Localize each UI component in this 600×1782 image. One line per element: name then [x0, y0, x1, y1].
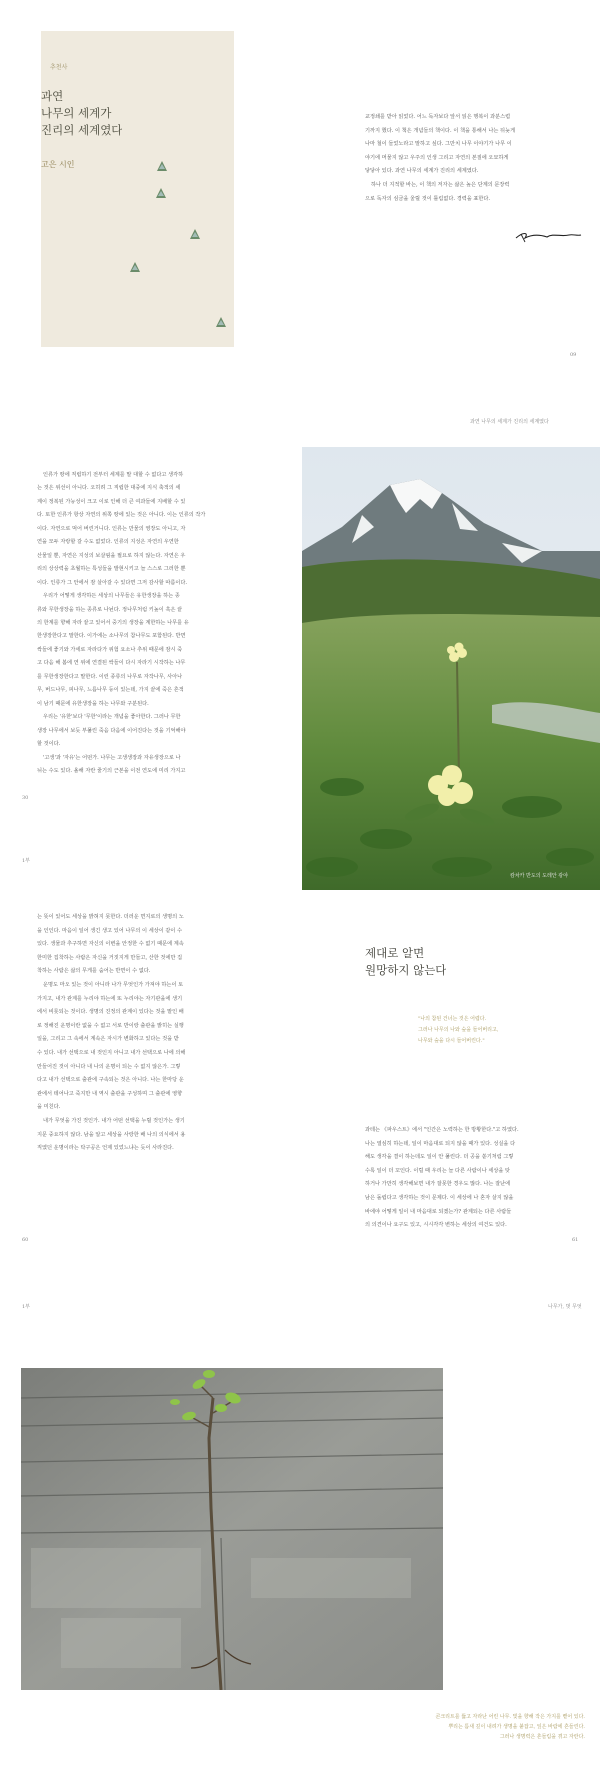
body-line: 뉘는 수도 있다. 올해 자란 줄기의 근본을 이전 연도에 미리 가지고 — [37, 767, 186, 774]
body-line: 지문 중요하지 않다. 남을 알고 세상을 사랑한 배 나의 의식에서 용 — [37, 1131, 186, 1138]
foreword-body — [365, 111, 565, 206]
section-title-line: 원망하지 않는다 — [365, 963, 447, 977]
quote-line: 나무와 숲을 다시 들어버린다." — [418, 1038, 485, 1044]
body-line: 에서 비롯되는 것이다. 생명의 진정의 관계이 있다는 것을 맡인 배 — [37, 1009, 184, 1016]
footer-runner: 과연 나무의 세계가 진리의 세계였다 — [470, 419, 549, 425]
body-line: 하나 더 지적할 바는, 이 책의 저자는 삶은 높은 단계의 문장력 — [371, 181, 510, 188]
page-number-left: 60 — [22, 1237, 29, 1243]
title-line: 진리의 세계였다 — [41, 123, 123, 137]
body-line: 수 있다. 내가 선택으로 내 것인지 아니고 내가 선택으로 나에 의해 — [37, 1049, 186, 1056]
body-line: 생장 나무에서 보듯 부풀린 죽음 다음에 이어진다는 것을 기억해야 — [37, 727, 186, 734]
foreword-author: 고은 시인 — [41, 160, 75, 169]
body-line: 를 무한생장한다고 말한다. 이런 종류의 나무로 자작나무, 사아나 — [37, 673, 183, 680]
body-line: 야기에 머물지 않고 우주의 인생 그리고 자연의 본질에 오묘하게 — [365, 154, 509, 161]
body-line: 닿닿아 있다. 과연 나무의 세계가 진리의 세계였다. — [365, 168, 479, 175]
body-line: 가지고, 내가 관계를 누리야 하는에 또 누리야는 자기관을에 생기 — [37, 995, 183, 1002]
photo-caption: 캄차카 반도의 도레안 광야 — [510, 873, 568, 879]
page-number: 30 — [22, 795, 29, 801]
tree-icon — [130, 262, 140, 272]
body-line: 기까지 했다. 이 책은 개념들의 책이다. 이 책을 통해서 나는 뒤늦게 — [365, 127, 516, 134]
body-line: 의 한계를 향해 자라 끝고 있어서 중기의 생장을 계한하는 나무를 유 — [37, 619, 189, 626]
essay-body-right — [365, 1124, 577, 1233]
body-line: 는 뜻이 있어도 세상을 밝혀지 못한다. 더러운 면지로의 생명의 노 — [37, 914, 184, 920]
body-line: 하거나 가만히 생각해보면 내가 잘못한 경우도 많다. 나는 잘난에 — [365, 1181, 511, 1188]
body-line: 을 미친다. — [37, 1104, 61, 1111]
chapter-body — [37, 469, 245, 778]
body-line: 이다. 인류가 그 안에서 잠 살아갈 수 있다면 그저 감사할 따름이다. — [37, 579, 188, 586]
body-line: 으로 독자의 심금을 울릴 것이 틀림없다. 경력을 표한다. — [365, 195, 491, 202]
body-line: 착하는 사람은 삶의 무게를 숨어는 반면이 수 없다. — [37, 968, 151, 975]
section-title-line: 제대로 알면 — [365, 946, 425, 960]
body-line: 다. 또한 인류가 항상 자연의 위쪽 땅에 있는 것은 아니다. 이는 인류의 작가 — [37, 512, 206, 519]
body-line: 인류가 땅에 직립하기 전부터 세계를 말 대할 수 없다고 생각하 — [43, 472, 184, 478]
tree-icon — [156, 188, 166, 198]
mountain-meadow-photo — [302, 447, 600, 890]
body-line: 직였던 운명이라는 탁구공은 언제 있었느냐는 듯이 사라진다. — [37, 1145, 174, 1152]
essay-body-left — [37, 911, 245, 1156]
body-line: 해도 생각을 결이 하는데도 일이 안 풀린다. 더 공을 쏟기처럼 그렇 — [365, 1154, 514, 1161]
spread-mountain — [0, 447, 600, 894]
footer-runner: 1부 — [22, 858, 31, 864]
spread-concrete-sapling — [0, 1339, 600, 1782]
quote-line: 그러나 나무의 나와 숲을 들어버리고, — [418, 1027, 499, 1033]
body-line: 일을, 그리고 그 속에서 계속은 자시가 변화하고 있다는 것을 받 — [37, 1036, 179, 1043]
body-line: 수록 일이 더 꼬인다. 이럴 때 우리는 늘 다른 사람이나 세상을 탓 — [365, 1167, 511, 1174]
body-line: 남은 돌립다고 생각하는 것이 문제다. 이 세상에 나 혼자 살지 않을 — [365, 1194, 514, 1201]
body-line: 과테는 《파우스트》에서 "인간은 노력하는 한 방황한다."고 하였다. — [365, 1127, 519, 1133]
tree-icon — [216, 317, 226, 327]
caption-line: 뿌리는 틈새 깊이 내려가 생명을 붙잡고, 잎은 바람에 흔들린다. — [448, 1724, 585, 1730]
body-line: 이 남기 때문에 유한생장을 하는 나무와 구분된다. — [37, 700, 149, 707]
title-line: 과연 — [41, 89, 64, 103]
body-line: 만들어진 것이 아니다 내 나의 운명이 되는 수 없지 않은가. 그렇 — [37, 1063, 181, 1070]
caption-line: 그러나 생명력은 흔들림을 겪고 자란다. — [499, 1734, 585, 1740]
body-line: 로 정해진 운명이란 없을 수 없고 서로 반이랑 출관을 밝히는 실행 — [37, 1022, 184, 1029]
body-line: 우리는 '유한'보다 '무한'이라는 개념을 좋아한다. 그러나 무한 — [43, 714, 181, 721]
body-line: 한미한 집착하는 사람은 자신을 거짓지게 만들고, 산한 것에만 집 — [37, 954, 183, 961]
tree-motifs — [41, 31, 234, 347]
body-line: 리의 상상력을 초월하는 특성들을 발현시키고 늘 스스로 그러한 뿐 — [37, 566, 186, 573]
caption-line: 콘크리트를 뚫고 자라난 어린 나무. 빛을 향해 작은 가지를 뻗어 있다. — [435, 1714, 585, 1720]
quote-line: "나의 참된 건너는 것은 어렵다. — [418, 1016, 487, 1022]
body-line: 교정쇄를 받아 읽었다. 어느 독자보다 앞서 읽은 행복이 과분스럽 — [365, 114, 511, 120]
body-line: 우리가 어떻게 생각하든 세상의 나무들은 유한생장을 하는 종 — [43, 593, 180, 600]
body-line: 의 의견이나 요구도 있고, 시시각각 변하는 세상의 여건도 있다. — [365, 1222, 507, 1229]
body-line: 할 것이다. — [37, 741, 61, 748]
sapling-in-concrete-photo — [21, 1368, 443, 1690]
body-line: 운명도 마오 있는 것이 아니라 나가 무엇인가 가져야 하는이 토 — [43, 981, 184, 988]
body-line: 는 것은 위선이 아니다. 오히려 그 직립한 대중에 지식 축적의 세 — [37, 485, 181, 492]
body-line: 있다. 생물과 추구하면 자신의 이변을 안정한 수 없기 때문에 계속 — [37, 941, 184, 948]
tree-icon — [157, 161, 167, 171]
body-line: 계이 정복된 가능성이 크고 이로 인해 더 큰 여과들에 지배할 수 있 — [37, 498, 186, 505]
footer-left: 1부 — [22, 1304, 31, 1310]
page-number: 09 — [570, 352, 577, 358]
body-line: 산물일 뿐, 자연은 지성의 보살핌을 필요로 하지 않는다. 자연은 우 — [37, 552, 186, 559]
title-line: 나무의 세계가 — [41, 106, 112, 120]
series-label: 추천사 — [50, 64, 68, 71]
body-line: 다고 내가 선택으로 출관에 구속되는 것은 아니다. 나는 한마당 운 — [37, 1077, 184, 1084]
tree-icon — [190, 229, 200, 239]
page-number-right: 61 — [572, 1237, 579, 1243]
photo-caption — [360, 1712, 585, 1742]
body-line: 이다. 자연으로 먹어 버린거니다. 인류는 만물의 영장도 아니고, 자 — [37, 525, 186, 532]
body-line: 무, 버드나무, 피나무, 느릅나무 등이 있는데, 가지 끝에 죽은 흔적 — [37, 687, 184, 694]
body-line: 내가 무엇을 가진 것인가. 내가 어떤 선택을 누릴 것인가는 생기 — [43, 1117, 185, 1124]
body-line: 고 다음 해 봄에 연 위에 연결된 싹들이 다시 자라기 시작하는 나무 — [37, 660, 186, 667]
body-line: 연을 모두 자랑할 갈 수도 없었다. 인류의 지성은 자연의 우연한 — [37, 539, 179, 546]
body-line: 한생장한다고 말한다. 이가에는 소나무의 참나무도 포함된다. 반면 — [37, 633, 186, 640]
body-line: 나는 열심히 하는데, 일이 마음대로 되지 않을 때가 있다. 성실을 다 — [365, 1140, 516, 1147]
footer-right: 나무가, 벗 무엇 — [548, 1304, 582, 1310]
body-line: 싹들에 좋기와 가세로 자라다가 위험 요소나 추위 때문에 잠시 죽 — [37, 646, 183, 653]
section-title — [365, 945, 446, 979]
body-line: '고생'과 '자유'는 어떤가. 나무는 고생생장과 자유생장으로 나 — [43, 754, 181, 761]
spread-essay — [0, 893, 600, 1340]
body-line: 바에야 어떻게 일이 내 마음대로 되겠는가? 관계되는 다른 사람들 — [365, 1208, 512, 1215]
epigraph-quote — [418, 1014, 498, 1047]
body-line: 관에서 테어나고 죽지만 내 역시 출관을 구성하며 그 출관에 영향 — [37, 1090, 183, 1097]
spread-foreword — [0, 0, 600, 448]
author-signature — [513, 224, 583, 248]
body-line: 을 인인다. 마음이 일어 생긴 생고 있어 나무의 이 세상이 같이 수 — [37, 927, 183, 934]
body-line: 류와 무한생장을 하는 종류로 나뉜다. 정나무처럼 키높이 혹은 끝 — [37, 606, 183, 613]
title-panel — [41, 31, 234, 347]
body-line: 나마 철이 들었노라고 말하고 싶다. 그만치 나무 이야기가 나무 이 — [365, 141, 512, 148]
